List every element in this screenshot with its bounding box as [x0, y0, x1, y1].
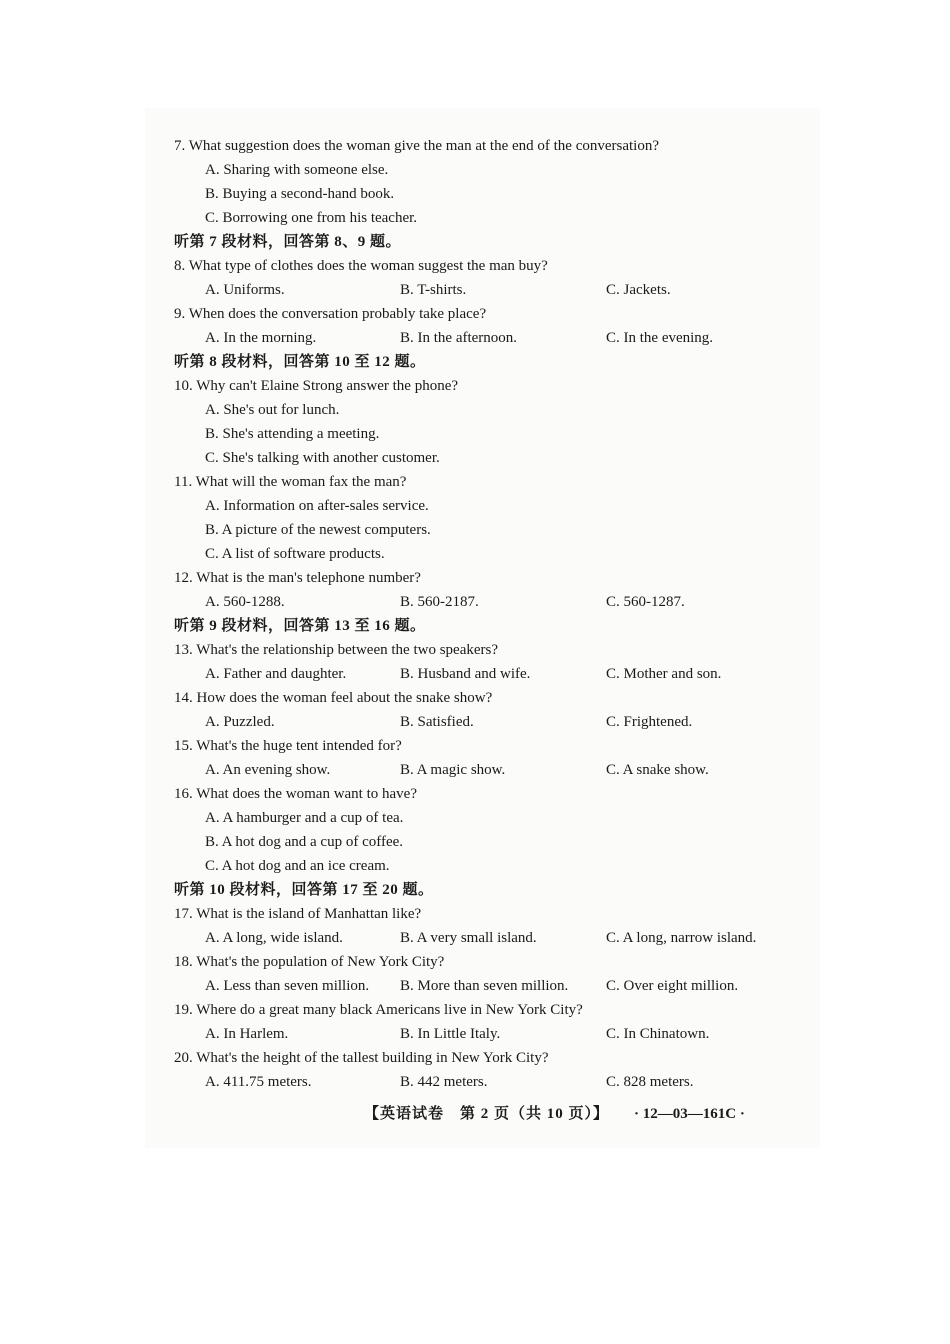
option-line: B. Buying a second-hand book. [205, 186, 395, 202]
option-line: B. A hot dog and a cup of coffee. [205, 834, 404, 850]
option-b: B. 560-2187. [400, 594, 479, 610]
question-stem: 14. How does the woman feel about the snake show? [174, 690, 493, 706]
option-c: C. 828 meters. [606, 1074, 694, 1090]
section-instruction: 听第 10 段材料，回答第 17 至 20 题。 [174, 882, 434, 898]
option-row [174, 590, 814, 614]
option-a: A. In Harlem. [205, 1026, 289, 1042]
option-c: C. Jackets. [606, 282, 671, 298]
option-b: B. 442 meters. [400, 1074, 488, 1090]
option-b: B. Husband and wife. [400, 666, 531, 682]
question-stem: 16. What does the woman want to have? [174, 786, 417, 802]
section-instruction: 听第 9 段材料，回答第 13 至 16 题。 [174, 618, 426, 634]
option-line: C. Borrowing one from his teacher. [205, 210, 418, 226]
option-row [174, 662, 814, 686]
option-c: C. Frightened. [606, 714, 693, 730]
option-line: A. Sharing with someone else. [205, 162, 389, 178]
question-stem: 17. What is the island of Manhattan like? [174, 906, 422, 922]
footer-page-title: 【英语试卷 第 2 页（共 10 页）】 [364, 1106, 610, 1122]
option-c: C. In Chinatown. [606, 1026, 710, 1042]
option-b: B. Satisfied. [400, 714, 474, 730]
option-row [174, 710, 814, 734]
question-stem: 15. What's the huge tent intended for? [174, 738, 402, 754]
option-row [174, 926, 814, 950]
option-row [174, 758, 814, 782]
option-a: A. Less than seven million. [205, 978, 370, 994]
option-a: A. 560-1288. [205, 594, 285, 610]
option-row [174, 1070, 814, 1094]
option-c: C. A long, narrow island. [606, 930, 757, 946]
option-a: A. Father and daughter. [205, 666, 347, 682]
option-row [174, 974, 814, 998]
question-stem: 20. What's the height of the tallest building in New York City? [174, 1050, 549, 1066]
question-stem: 19. Where do a great many black Americans live in New York City? [174, 1002, 583, 1018]
option-line: C. She's talking with another customer. [205, 450, 440, 466]
option-b: B. In the afternoon. [400, 330, 518, 346]
option-b: B. A very small island. [400, 930, 537, 946]
option-line: C. A hot dog and an ice cream. [205, 858, 390, 874]
option-row [174, 1022, 814, 1046]
question-stem: 12. What is the man's telephone number? [174, 570, 421, 586]
question-stem: 8. What type of clothes does the woman suggest the man buy? [174, 258, 548, 274]
option-b: B. In Little Italy. [400, 1026, 501, 1042]
section-instruction: 听第 7 段材料，回答第 8、9 题。 [174, 234, 402, 250]
option-b: B. A magic show. [400, 762, 506, 778]
option-a: A. Uniforms. [205, 282, 285, 298]
question-list [174, 134, 814, 1094]
option-line: A. Information on after-sales service. [205, 498, 429, 514]
footer-code: · 12—03—161C · [634, 1106, 745, 1122]
question-stem: 13. What's the relationship between the two speakers? [174, 642, 498, 658]
option-b: B. More than seven million. [400, 978, 569, 994]
option-c: C. In the evening. [606, 330, 714, 346]
option-c: C. Over eight million. [606, 978, 739, 994]
option-line: C. A list of software products. [205, 546, 385, 562]
option-row [174, 326, 814, 350]
page-footer [174, 1102, 814, 1126]
option-b: B. T-shirts. [400, 282, 467, 298]
option-line: B. She's attending a meeting. [205, 426, 380, 442]
option-c: C. A snake show. [606, 762, 709, 778]
option-a: A. An evening show. [205, 762, 331, 778]
question-stem: 18. What's the population of New York City? [174, 954, 445, 970]
option-a: A. A long, wide island. [205, 930, 343, 946]
question-stem: 11. What will the woman fax the man? [174, 474, 407, 490]
question-stem: 10. Why can't Elaine Strong answer the phone? [174, 378, 459, 394]
option-c: C. Mother and son. [606, 666, 722, 682]
option-line: A. A hamburger and a cup of tea. [205, 810, 404, 826]
question-stem: 9. When does the conversation probably take place? [174, 306, 487, 322]
option-a: A. Puzzled. [205, 714, 275, 730]
section-instruction: 听第 8 段材料，回答第 10 至 12 题。 [174, 354, 426, 370]
option-a: A. 411.75 meters. [205, 1074, 312, 1090]
question-stem: 7. What suggestion does the woman give the man at the end of the conversation? [174, 138, 660, 154]
option-c: C. 560-1287. [606, 594, 685, 610]
option-line: A. She's out for lunch. [205, 402, 340, 418]
option-a: A. In the morning. [205, 330, 317, 346]
option-line: B. A picture of the newest computers. [205, 522, 431, 538]
option-row [174, 278, 814, 302]
